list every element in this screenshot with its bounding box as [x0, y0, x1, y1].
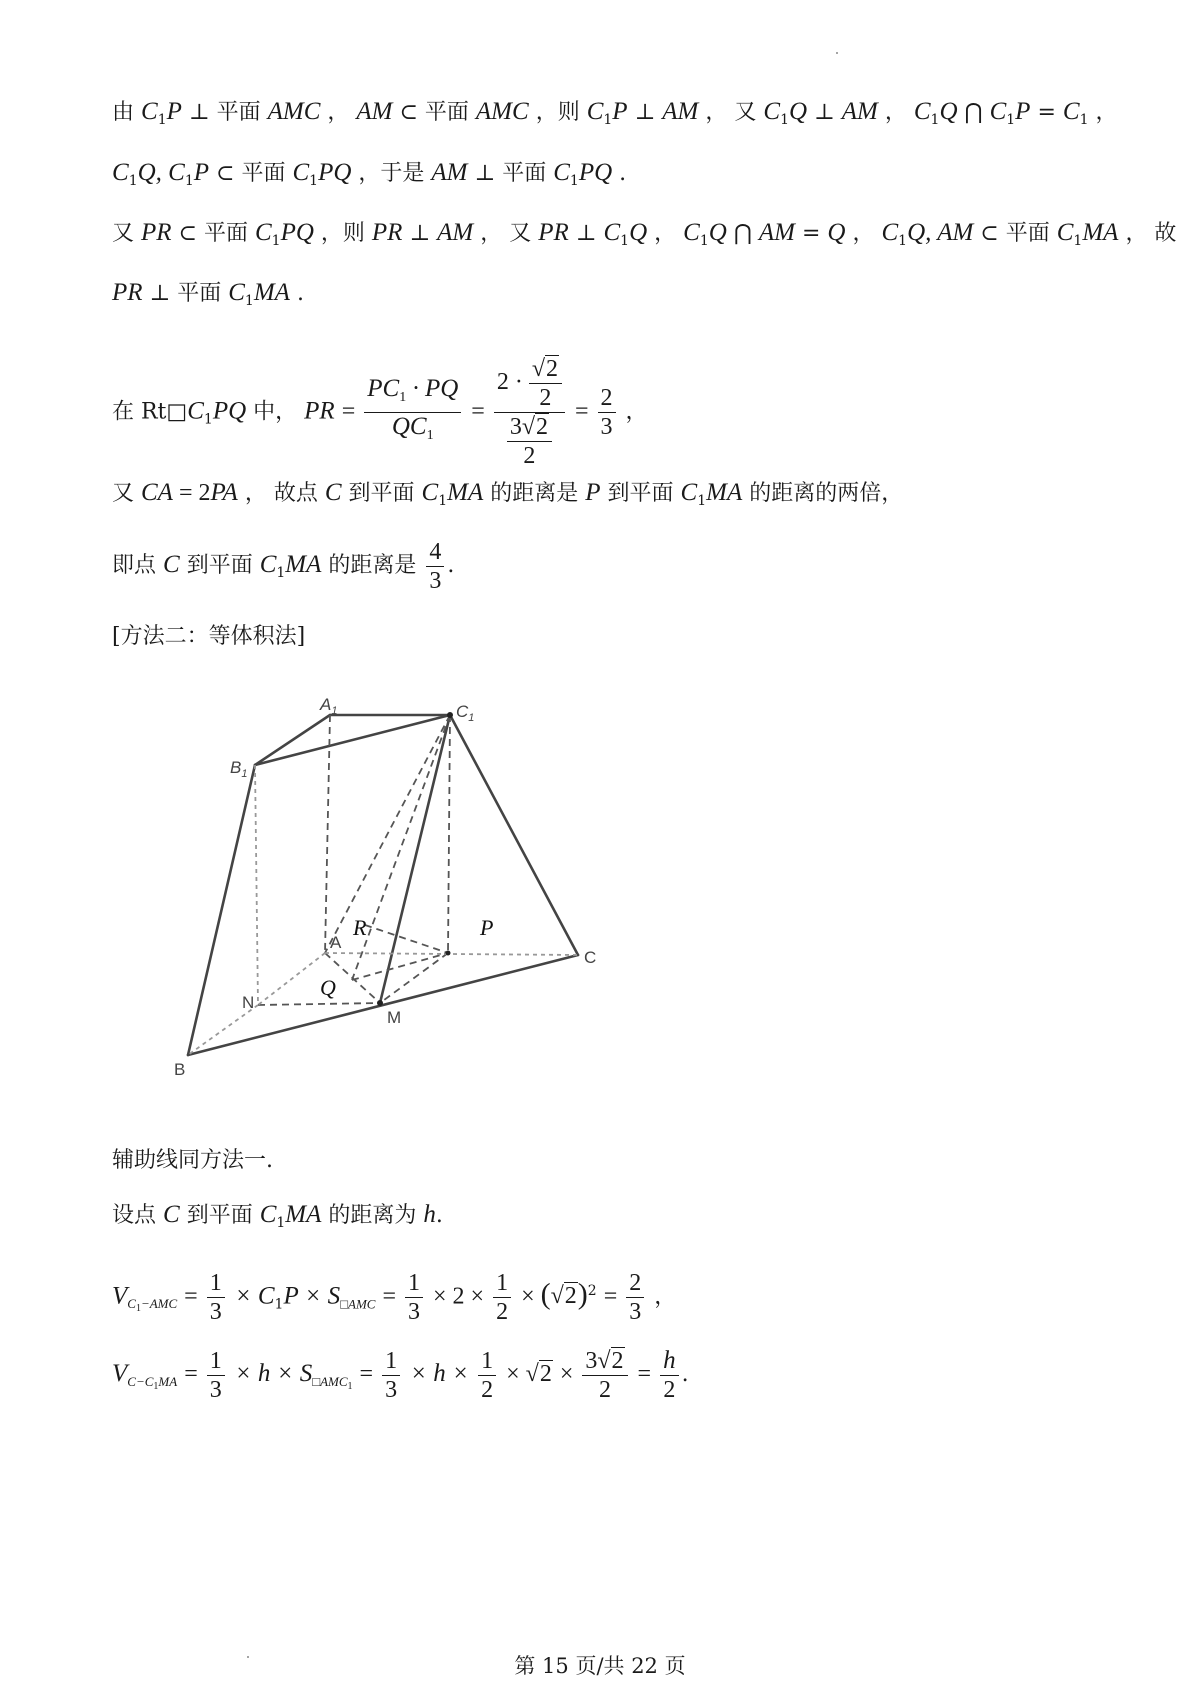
- label-R: R: [353, 915, 367, 940]
- subscript: 1: [271, 233, 281, 249]
- math: PQ: [212, 397, 247, 425]
- math: MA: [1082, 219, 1119, 246]
- math: 3: [509, 414, 522, 440]
- text: 的距离为: [328, 1203, 424, 1228]
- radicand: 2: [535, 414, 548, 440]
- edge-C1C: [450, 715, 578, 955]
- numerator: 4: [426, 538, 444, 567]
- subscript: 1: [1079, 112, 1089, 128]
- text: ， 故: [1125, 221, 1177, 246]
- text: ，则: [320, 221, 372, 246]
- math: MA: [285, 1201, 322, 1228]
- subscript: 1: [438, 493, 448, 509]
- text: 的距离的两倍，: [749, 481, 904, 506]
- subscript: 1: [699, 233, 709, 249]
- math: ×: [506, 1361, 526, 1387]
- denominator: 2: [539, 385, 552, 411]
- point-M: [377, 1000, 383, 1006]
- text: 又: [112, 221, 141, 246]
- text: ，: [654, 221, 684, 246]
- sqrt: [526, 1338, 553, 1410]
- subscript: 1: [203, 411, 213, 428]
- math: 3: [585, 1347, 598, 1374]
- proof-line-9: 辅助线同方法一.: [112, 1148, 273, 1173]
- math: MA: [706, 479, 743, 506]
- math: × C: [234, 1282, 275, 1310]
- denominator: 3: [629, 1298, 642, 1325]
- proof-line-10: [112, 1200, 443, 1238]
- label-C1: $C_1$: [456, 702, 475, 724]
- edge-C1Q: [352, 715, 450, 980]
- compound-fraction: [494, 355, 565, 470]
- denominator: 3: [429, 567, 442, 594]
- subscript: 1: [244, 293, 254, 309]
- subscript: 1: [426, 428, 434, 443]
- math: PA: [210, 479, 238, 506]
- numerator: 1: [207, 1269, 225, 1298]
- pyramid-figure: [160, 695, 680, 1115]
- denominator: 2: [663, 1376, 676, 1403]
- edge-B1C1: [255, 715, 450, 765]
- label-M: M: [387, 1008, 402, 1027]
- text: .: [447, 553, 455, 578]
- subscript: 1: [898, 233, 908, 249]
- math: ×: [559, 1361, 580, 1387]
- denominator: 3: [385, 1376, 398, 1403]
- subscript: 1: [930, 112, 940, 128]
- subscript: AMC: [320, 1374, 348, 1389]
- numerator: 1: [382, 1347, 400, 1376]
- subscript: □: [312, 1374, 321, 1389]
- edge-A1A: [325, 715, 330, 953]
- numerator: 2: [598, 384, 616, 413]
- subscript: 1: [697, 493, 707, 509]
- math: P: [1015, 98, 1031, 125]
- sqrt: [551, 1260, 578, 1332]
- math: =: [382, 1283, 402, 1310]
- subscript: 1: [780, 112, 789, 128]
- numerator: 2: [626, 1269, 644, 1298]
- subscript: AMC: [348, 1296, 376, 1312]
- text: 设点: [112, 1203, 163, 1228]
- text: 由: [112, 100, 135, 125]
- radicand: 2: [539, 1361, 552, 1387]
- math: =: [574, 398, 595, 425]
- math: PR: [304, 397, 335, 425]
- math: AMC: [267, 98, 321, 125]
- denominator: 2: [481, 1376, 494, 1403]
- math: ×: [521, 1283, 541, 1310]
- math: C: [259, 551, 277, 578]
- math: (: [540, 1277, 551, 1311]
- numerator: 1: [405, 1269, 423, 1298]
- proof-line-7: [112, 535, 454, 603]
- edge-AC: [325, 953, 578, 955]
- math: AM: [841, 98, 878, 125]
- label-C: C: [584, 948, 597, 967]
- text: 又: [112, 481, 141, 506]
- math: × h ×: [410, 1360, 476, 1387]
- numerator: 1: [207, 1347, 225, 1376]
- label-N: N: [242, 993, 255, 1012]
- math: C: [228, 279, 245, 306]
- subscript: □: [340, 1296, 348, 1312]
- math: × 2 ×: [433, 1283, 491, 1310]
- subscript: 1: [620, 233, 630, 249]
- edge-C1P: [448, 715, 450, 953]
- text: =: [801, 221, 828, 246]
- text: .: [619, 161, 627, 186]
- subscript: 1: [135, 1303, 141, 1315]
- text: ⊥: [409, 221, 438, 246]
- math: CA: [141, 479, 173, 506]
- math: PR: [112, 279, 143, 306]
- text: ，: [654, 1284, 677, 1310]
- math: =: [471, 398, 491, 425]
- math: MA: [447, 479, 484, 506]
- text: ⊥ 平面: [188, 100, 268, 125]
- math: AM: [431, 159, 468, 186]
- proof-line-1: [112, 97, 1118, 135]
- text: ⊥: [575, 221, 604, 246]
- fraction: [626, 1269, 644, 1326]
- math: P × S: [283, 1282, 341, 1310]
- numerator: 1: [493, 1269, 511, 1298]
- math: AM: [662, 98, 699, 125]
- text: ， 又: [705, 100, 764, 125]
- math: QC: [391, 413, 427, 440]
- math: AM: [758, 219, 795, 246]
- text: ⊥: [634, 100, 663, 125]
- subscript: 1: [569, 173, 579, 189]
- point-P: [446, 951, 451, 956]
- subscript: 1: [274, 1296, 284, 1313]
- text: ⊥: [814, 100, 842, 125]
- subscript: 1: [128, 173, 138, 189]
- math: C: [1056, 219, 1074, 246]
- math: V: [112, 1360, 128, 1387]
- fraction: [207, 1347, 225, 1404]
- denominator: 2: [598, 1376, 611, 1403]
- fraction: [364, 375, 461, 450]
- fraction: [478, 1347, 496, 1404]
- page-footer: 第 15 页/共 22 页: [514, 1654, 686, 1678]
- math: P: [193, 159, 210, 186]
- math: PQ: [578, 159, 613, 186]
- text: ⊂ 平面: [178, 221, 255, 246]
- math: PR: [141, 219, 172, 246]
- numerator: [582, 1347, 627, 1376]
- edge-NM: [258, 1003, 380, 1005]
- math: C: [421, 479, 439, 506]
- subscript: 1: [603, 112, 613, 128]
- subscript: 1: [157, 112, 167, 128]
- text: .: [435, 1203, 443, 1228]
- math: Q, AM: [907, 219, 974, 246]
- math: Q, C: [137, 159, 185, 186]
- text: 到平面: [348, 481, 422, 506]
- math: P: [612, 98, 628, 125]
- point-C1: [447, 712, 453, 718]
- label-Q: Q: [320, 975, 336, 1000]
- math: = 2: [172, 480, 211, 506]
- sqrt-sign: √: [521, 414, 535, 440]
- denominator: [364, 413, 461, 450]
- math: C: [553, 159, 570, 186]
- math: C: [1062, 98, 1080, 125]
- text: 中，: [253, 399, 305, 425]
- math: C: [680, 479, 698, 506]
- math: C: [683, 219, 700, 246]
- volume-formula-2: [112, 1338, 689, 1423]
- math: AM: [356, 98, 393, 125]
- math: C: [292, 159, 310, 186]
- proof-line-6: [112, 478, 903, 516]
- fraction: [582, 1347, 627, 1404]
- text: 在 Rt: [112, 399, 167, 425]
- math: C: [603, 219, 621, 246]
- edge-RP: [365, 925, 448, 953]
- denominator: 2: [496, 1298, 509, 1325]
- math: h: [423, 1201, 436, 1228]
- label-B: B: [174, 1060, 186, 1079]
- math: PR: [371, 219, 403, 246]
- text: ，: [625, 399, 648, 425]
- text: 到平面: [186, 553, 260, 578]
- volume-formula-1: [112, 1255, 676, 1345]
- subscript: 1: [276, 1215, 286, 1231]
- fraction: [382, 1347, 400, 1404]
- edge-AN: [258, 953, 325, 1005]
- math: C: [881, 219, 899, 246]
- text: ，: [327, 100, 357, 125]
- edge-B1N: [255, 765, 258, 1005]
- edge-C1A: [325, 715, 450, 953]
- math: AM: [437, 219, 474, 246]
- text: □: [166, 399, 188, 425]
- sqrt-sign: √: [550, 1283, 564, 1310]
- text: ， 又: [480, 221, 539, 246]
- text: ，: [884, 100, 914, 125]
- math: C: [254, 219, 272, 246]
- subscript: 1: [153, 1381, 159, 1392]
- text: ⊂ 平面: [216, 161, 293, 186]
- numerator: [494, 355, 565, 413]
- text: 即点: [112, 553, 163, 578]
- text: 的距离是: [328, 553, 424, 578]
- subscript: C: [127, 1296, 136, 1312]
- denominator: 3: [209, 1298, 222, 1325]
- fraction: [493, 1269, 511, 1326]
- math: 2 ·: [496, 369, 529, 396]
- math: C: [141, 98, 158, 125]
- radicand: 2: [611, 1347, 624, 1374]
- numerator: [507, 413, 552, 442]
- text: .: [296, 281, 304, 306]
- text: ⋂: [964, 100, 990, 125]
- text: ⊂ 平面: [399, 100, 476, 125]
- math: PQ: [318, 159, 352, 186]
- subscript: 1: [1073, 233, 1083, 249]
- text: 的距离是: [490, 481, 586, 506]
- math: Q: [788, 98, 808, 125]
- math: P: [166, 98, 182, 125]
- proof-line-3: [112, 218, 1176, 256]
- text: 到平面: [186, 1203, 260, 1228]
- numerator: [529, 355, 562, 384]
- superscript: 2: [587, 1283, 597, 1299]
- numerator: h: [660, 1347, 679, 1376]
- subscript: 1: [347, 1381, 353, 1392]
- denominator: 3: [600, 414, 613, 440]
- edge-A1B1: [255, 715, 330, 765]
- math: =: [637, 1361, 658, 1387]
- subscript: 1: [184, 173, 194, 189]
- math: V: [112, 1282, 128, 1310]
- text: ，: [1095, 100, 1118, 125]
- denominator: 3: [209, 1376, 222, 1403]
- text: 到平面: [607, 481, 681, 506]
- label-B1: $B_1$: [230, 758, 248, 780]
- math: =: [359, 1361, 380, 1387]
- math: C: [112, 159, 129, 186]
- math: P: [585, 479, 601, 506]
- subscript: −AMC: [140, 1296, 178, 1312]
- math: Q: [939, 98, 958, 125]
- scan-speck: [836, 52, 838, 54]
- math: =: [184, 1283, 204, 1310]
- math: C: [163, 1201, 180, 1228]
- fraction: [207, 1269, 225, 1326]
- text: ， 故点: [244, 481, 325, 506]
- text: ，: [852, 221, 882, 246]
- fraction: [529, 355, 562, 412]
- radicand: 2: [545, 356, 558, 382]
- subscript: 1: [1006, 112, 1016, 128]
- math: C: [259, 1201, 277, 1228]
- label-A: A: [330, 933, 342, 952]
- denominator: 2: [523, 443, 536, 469]
- edge-QP: [352, 953, 448, 980]
- math: C: [324, 479, 342, 506]
- subscript: 1: [276, 565, 286, 581]
- fraction: [426, 538, 444, 595]
- proof-line-5: [112, 355, 648, 470]
- fraction: [405, 1269, 423, 1326]
- math: Q: [629, 219, 648, 246]
- sqrt-sign: √: [525, 1361, 539, 1387]
- math: PR: [538, 219, 569, 246]
- fraction: [598, 384, 616, 441]
- math: =: [341, 398, 362, 425]
- math: C: [913, 98, 931, 125]
- fraction: [660, 1347, 679, 1404]
- fraction: [507, 413, 552, 470]
- label-P: P: [480, 915, 494, 940]
- text: ⋂: [733, 221, 759, 246]
- proof-line-4: [112, 278, 304, 316]
- denominator: 3: [408, 1298, 420, 1325]
- math: C: [763, 98, 781, 125]
- method-two-heading: [方法二：等体积法]: [112, 624, 306, 649]
- text: ⊂ 平面: [980, 221, 1057, 246]
- denominator: [494, 413, 565, 470]
- math: =: [603, 1283, 624, 1310]
- numerator: 1: [478, 1347, 496, 1376]
- subscript: MA: [158, 1374, 178, 1389]
- text: ，于是: [358, 161, 432, 186]
- math: PQ: [280, 219, 314, 246]
- math: × h × S: [234, 1360, 313, 1387]
- math: C: [989, 98, 1007, 125]
- sqrt-sign: √: [531, 356, 545, 382]
- text: ，则: [535, 100, 587, 125]
- math: MA: [253, 279, 290, 306]
- subscript: C−C: [127, 1374, 154, 1389]
- math: PC: [367, 375, 400, 402]
- proof-line-2: [112, 158, 626, 196]
- subscript: 1: [309, 173, 319, 189]
- text: ⊥ 平面: [474, 161, 554, 186]
- math: Q: [708, 219, 727, 246]
- math: AMC: [475, 98, 529, 125]
- subscript: 1: [399, 390, 407, 405]
- math: Q: [827, 219, 846, 246]
- scan-speck: [247, 1656, 249, 1658]
- label-A1: $A_1$: [320, 695, 338, 717]
- radicand: 2: [564, 1283, 577, 1310]
- text: =: [1037, 100, 1063, 125]
- edge-C1M: [380, 715, 450, 1003]
- math: C: [187, 397, 204, 425]
- math: ): [577, 1277, 588, 1311]
- numerator: [364, 375, 461, 413]
- math: MA: [285, 551, 322, 578]
- math: · PQ: [406, 375, 459, 402]
- math: C: [586, 98, 604, 125]
- sqrt-sign: √: [597, 1347, 611, 1374]
- math: C: [163, 551, 180, 578]
- text: .: [681, 1362, 689, 1387]
- math: =: [184, 1361, 204, 1387]
- text: ⊥ 平面: [149, 281, 229, 306]
